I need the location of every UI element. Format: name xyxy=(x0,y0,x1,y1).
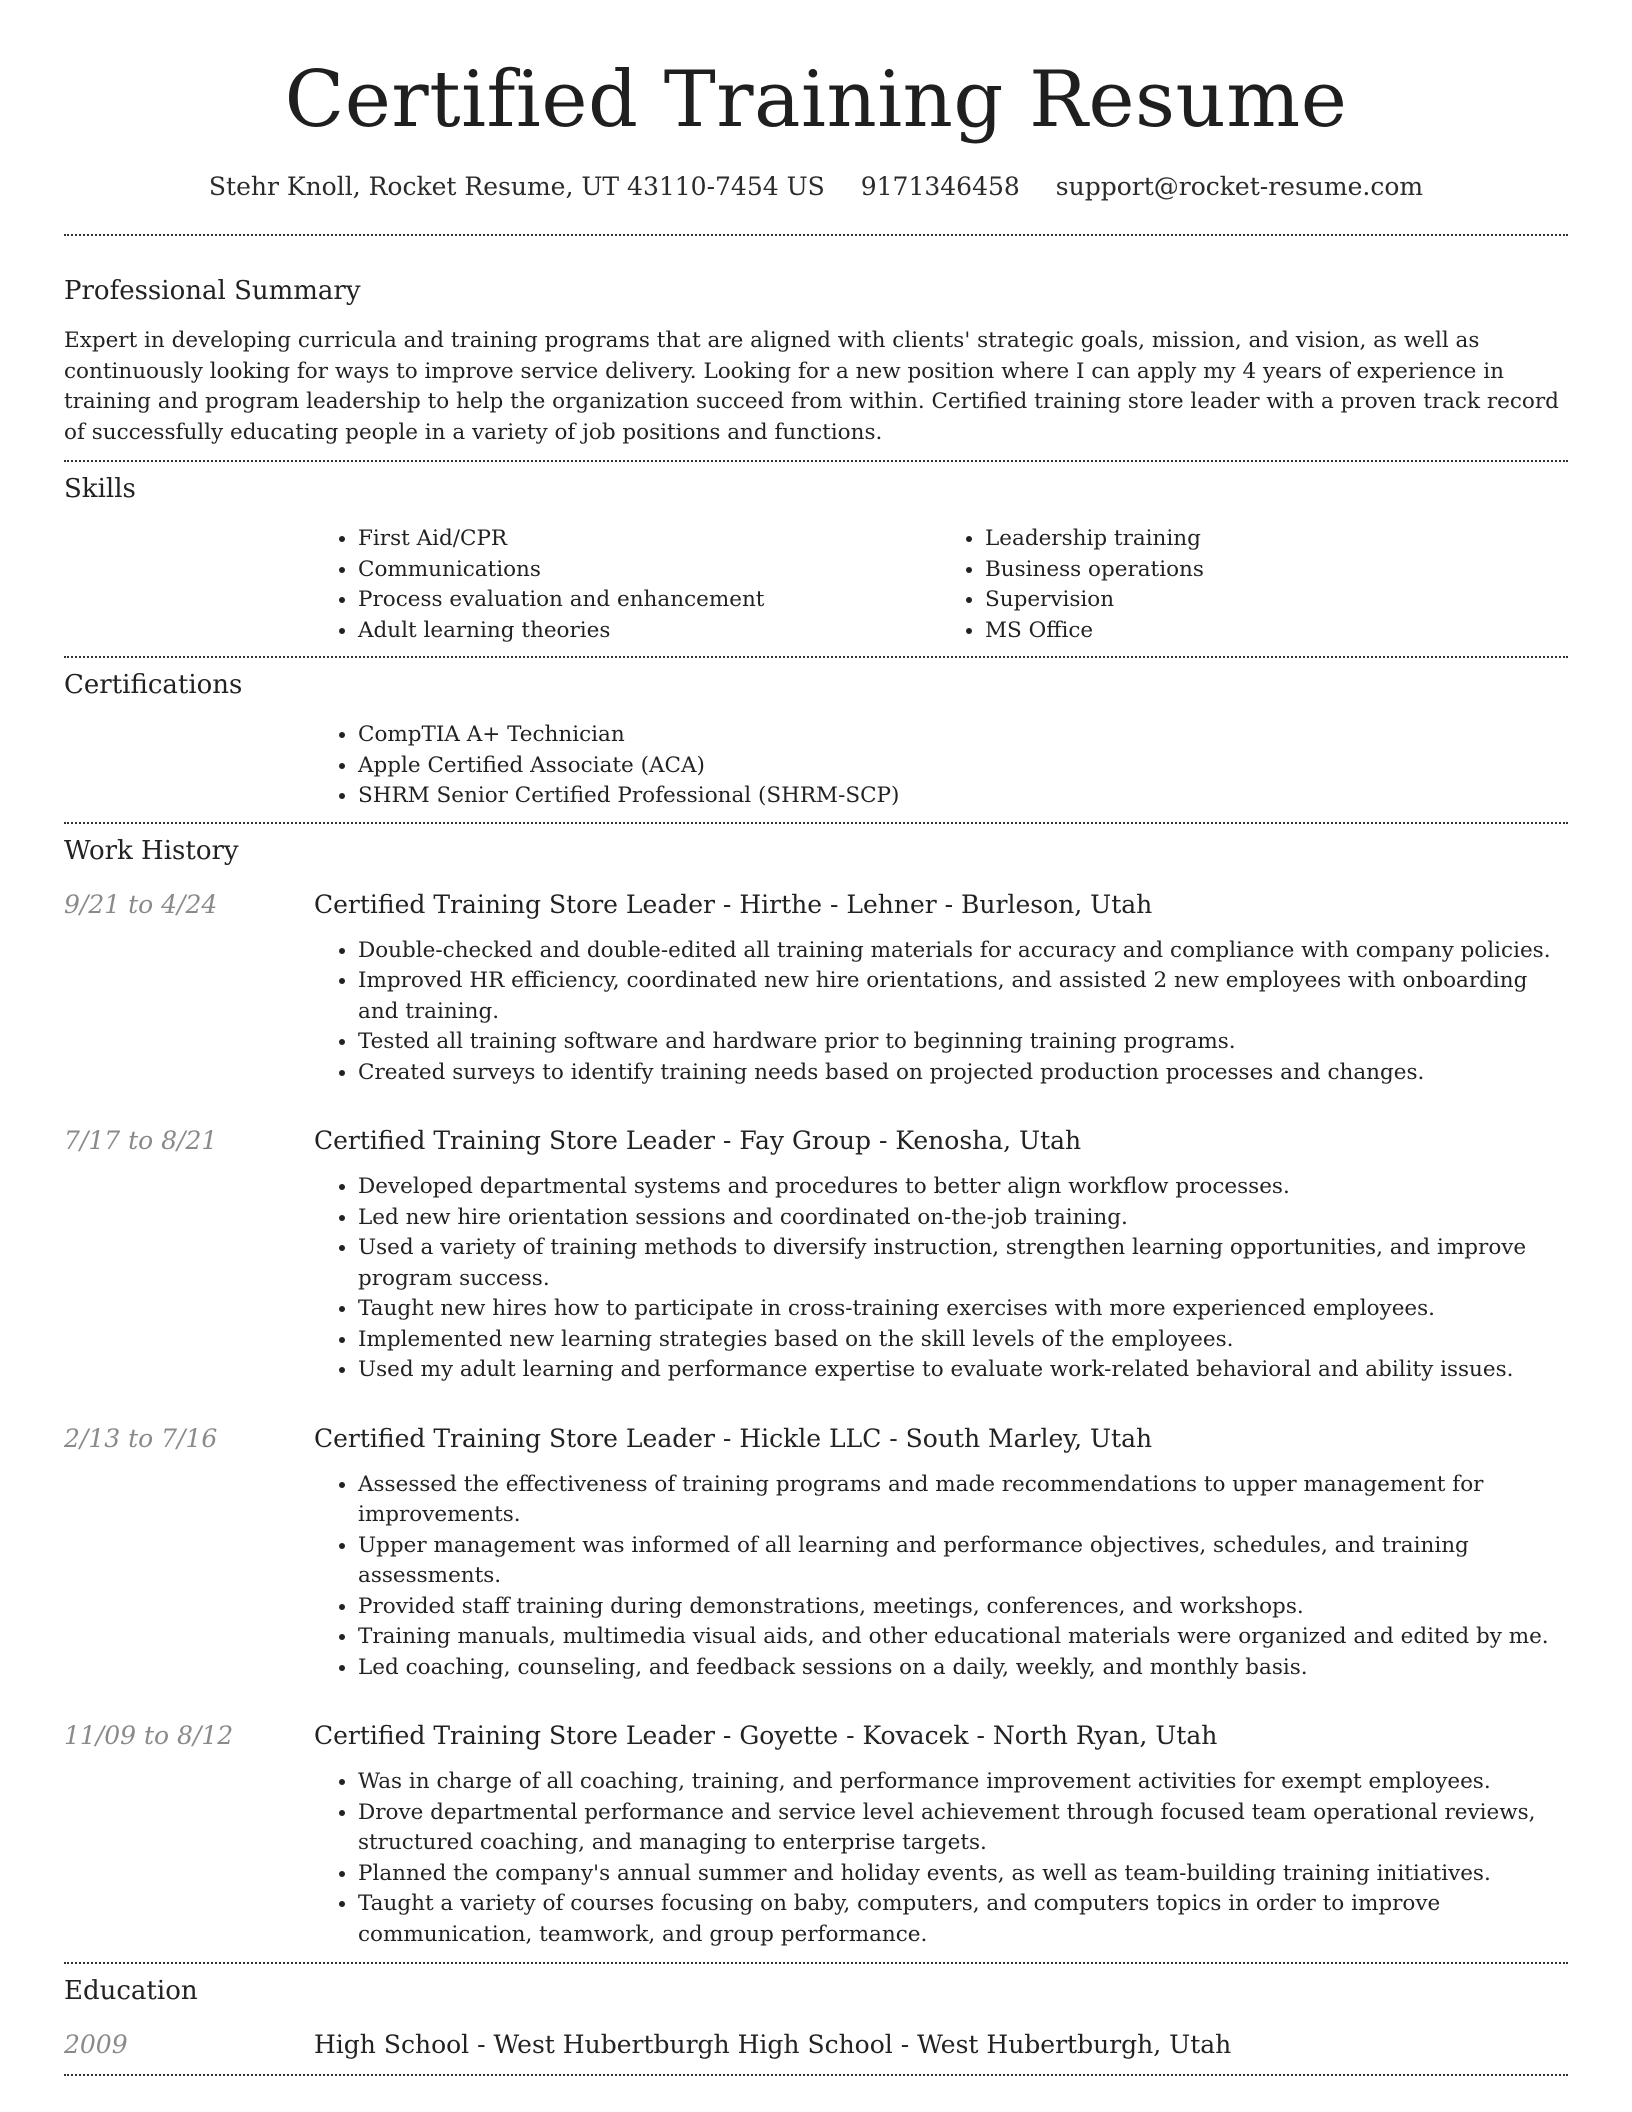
certification-item: • CompTIA A+ Technician xyxy=(358,720,1568,751)
job-bullet: • Developed departmental systems and procedures to better align workflow processes. xyxy=(358,1172,1568,1203)
job-bullet: • Taught a variety of courses focusing on baby, computers, and computers topics in order to improve communication, teamwork, and group performance. xyxy=(358,1889,1568,1950)
job-bullets xyxy=(314,936,1568,1089)
job-header xyxy=(64,1124,1568,1158)
job-bullet: • Was in charge of all coaching, training, and performance improvement activities for exempt employees. xyxy=(358,1767,1568,1798)
job-entry xyxy=(64,1124,1568,1386)
summary-heading: Professional Summary xyxy=(64,276,361,306)
contact-line xyxy=(64,170,1568,204)
summary-section xyxy=(64,274,1568,448)
job-bullet: • Used a variety of training methods to diversify instruction, strengthen learning opportunities, and improve program success. xyxy=(358,1233,1568,1294)
job-bullet: • Improved HR efficiency, coordinated new hire orientations, and assisted 2 new employees with onboarding and training. xyxy=(358,966,1568,1027)
job-bullet: • Double-checked and double-edited all training materials for accuracy and compliance with company policies. xyxy=(358,936,1568,967)
job-dates: 2/13 to 7/16 xyxy=(64,1423,218,1453)
education-detail: High School - West Hubertburgh High School - West Hubertburgh, Utah xyxy=(314,2030,1232,2059)
job-header xyxy=(64,888,1568,922)
skills-heading: Skills xyxy=(64,474,136,504)
skill-item: • Communications xyxy=(358,555,941,586)
contact-address: Stehr Knoll, Rocket Resume, UT 43110-7454 US xyxy=(208,172,825,201)
job-bullet: • Taught new hires how to participate in cross-training exercises with more experienced employees. xyxy=(358,1294,1568,1325)
job-title: Certified Training Store Leader - Fay Group - Kenosha, Utah xyxy=(314,1126,1082,1155)
summary-text: Expert in developing curricula and training programs that are aligned with clients' strategic goals, mission, and vision, as well as continuously looking for ways to improve service delivery. Looking for a new position where I can apply my 4 years of experience in training and program leadership to help the organization succeed from within. Certified training store leader with a proven track record of successfully educating people in a variety of job positions and functions. xyxy=(64,328,1559,445)
skill-item: • Process evaluation and enhancement xyxy=(358,585,941,616)
divider xyxy=(64,2074,1568,2076)
skill-item: • Adult learning theories xyxy=(358,616,941,647)
divider xyxy=(64,1962,1568,1964)
job-bullets xyxy=(314,1470,1568,1684)
divider xyxy=(64,822,1568,824)
contact-email: support@rocket-resume.com xyxy=(1055,172,1424,201)
job-bullet: • Created surveys to identify training needs based on projected production processes and changes. xyxy=(358,1058,1568,1089)
skills-column-right xyxy=(941,524,1568,646)
divider xyxy=(64,460,1568,462)
job-bullets xyxy=(314,1172,1568,1386)
job-bullet: • Assessed the effectiveness of training programs and made recommendations to upper management for improvements. xyxy=(358,1470,1568,1531)
skill-item: • MS Office xyxy=(985,616,1568,647)
job-entry xyxy=(64,1719,1568,1950)
job-bullet: • Training manuals, multimedia visual aids, and other educational materials were organized and edited by me. xyxy=(358,1622,1568,1653)
skill-item: • Supervision xyxy=(985,585,1568,616)
contact-phone: 9171346458 xyxy=(860,172,1020,201)
job-entry xyxy=(64,888,1568,1089)
job-entry xyxy=(64,1422,1568,1684)
job-bullet: • Drove departmental performance and service level achievement through focused team operational reviews, structured coaching, and managing to enterprise targets. xyxy=(358,1798,1568,1859)
certification-item: • SHRM Senior Certified Professional (SHRM-SCP) xyxy=(358,781,1568,812)
divider xyxy=(64,234,1568,236)
certifications-list xyxy=(314,720,1568,812)
work-history-heading: Work History xyxy=(64,835,239,866)
skill-item: • Business operations xyxy=(985,555,1568,586)
job-bullet: • Led new hire orientation sessions and coordinated on-the-job training. xyxy=(358,1203,1568,1234)
job-dates: 11/09 to 8/12 xyxy=(64,1721,234,1750)
job-title: Certified Training Store Leader - Hirthe - Lehner - Burleson, Utah xyxy=(314,889,1153,919)
job-bullets xyxy=(314,1767,1568,1950)
work-history-section xyxy=(64,834,1568,1951)
job-bullet: • Implemented new learning strategies based on the skill levels of the employees. xyxy=(358,1325,1568,1356)
job-title: Certified Training Store Leader - Hickle LLC - South Marley, Utah xyxy=(314,1423,1153,1453)
resume-title: Certified Training Resume xyxy=(284,55,1348,145)
certifications-heading: Certifications xyxy=(64,670,243,700)
job-bullet: • Provided staff training during demonstrations, meetings, conferences, and workshops. xyxy=(358,1592,1568,1623)
job-title: Certified Training Store Leader - Goyette - Kovacek - North Ryan, Utah xyxy=(314,1721,1218,1750)
job-bullet: • Planned the company's annual summer and holiday events, as well as team-building training initiatives. xyxy=(358,1859,1568,1890)
education-year: 2009 xyxy=(64,2030,128,2059)
divider xyxy=(64,656,1568,658)
job-header xyxy=(64,1422,1568,1456)
education-heading: Education xyxy=(64,1976,198,2006)
job-dates: 7/17 to 8/21 xyxy=(64,1126,218,1155)
certifications-section xyxy=(64,668,1568,812)
job-header xyxy=(64,1719,1568,1753)
skills-column-left xyxy=(314,524,941,646)
job-bullet: • Used my adult learning and performance expertise to evaluate work-related behavioral and ability issues. xyxy=(358,1355,1568,1386)
certification-item: • Apple Certified Associate (ACA) xyxy=(358,751,1568,782)
skills-section xyxy=(64,472,1568,646)
education-entry xyxy=(64,2028,1568,2062)
skill-item: • First Aid/CPR xyxy=(358,524,941,555)
education-section xyxy=(64,1974,1568,2062)
job-dates: 9/21 to 4/24 xyxy=(64,889,218,919)
skills-list xyxy=(314,524,1568,646)
job-bullet: • Tested all training software and hardware prior to beginning training programs. xyxy=(358,1027,1568,1058)
job-bullet: • Upper management was informed of all learning and performance objectives, schedules, and training assessments. xyxy=(358,1531,1568,1592)
job-bullet: • Led coaching, counseling, and feedback sessions on a daily, weekly, and monthly basis. xyxy=(358,1653,1568,1684)
skill-item: • Leadership training xyxy=(985,524,1568,555)
